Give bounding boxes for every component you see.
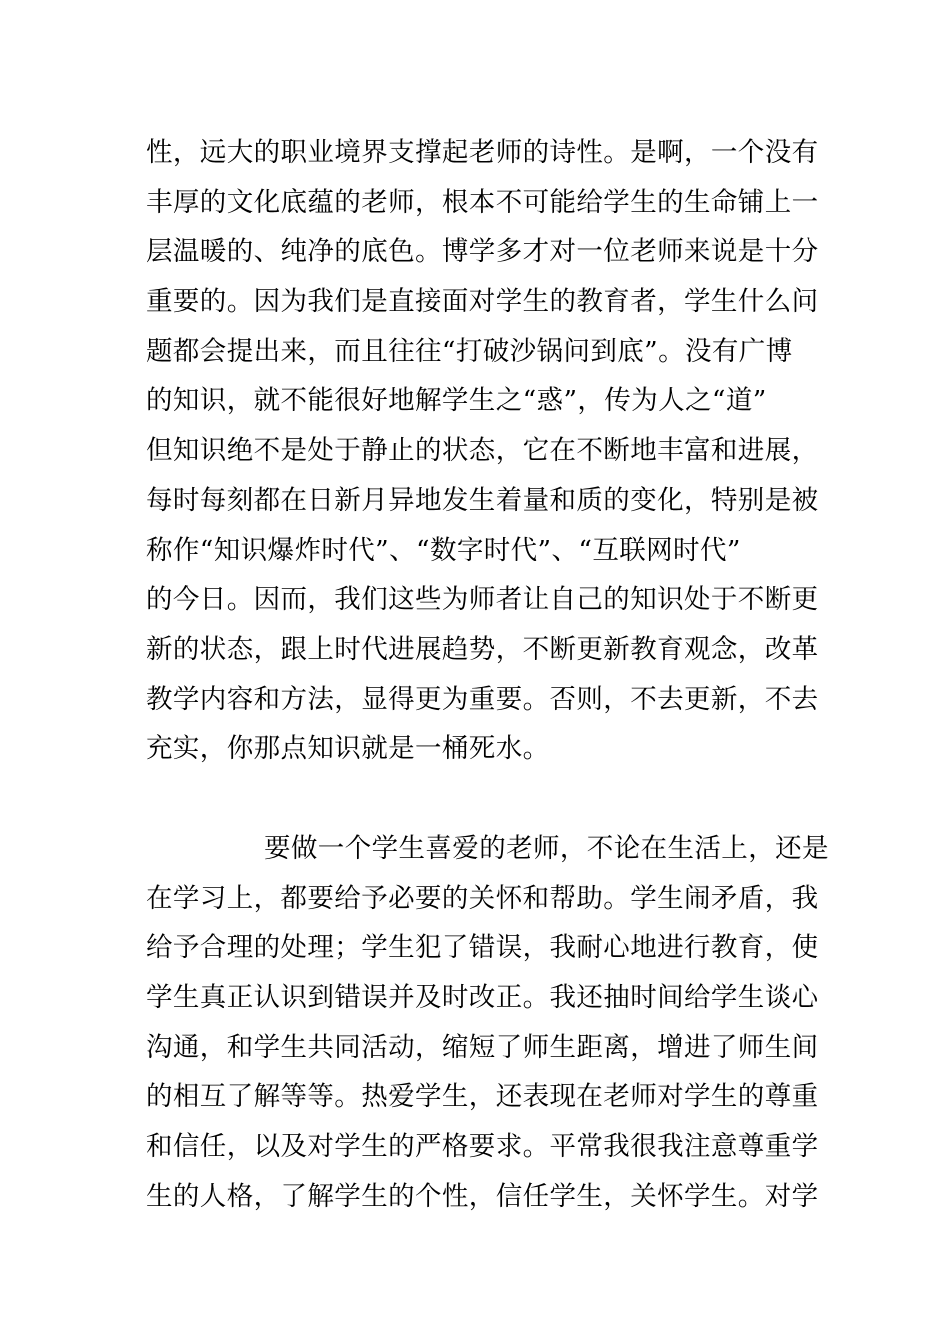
text-line: 和信任，以及对学生的严格要求。平常我很我注意尊重学 bbox=[146, 1131, 819, 1163]
text-line: 教学内容和方法，显得更为重要。否则，不去更新，不去 bbox=[146, 683, 819, 715]
text-line: 生的人格，了解学生的个性，信任学生，关怀学生。对学 bbox=[146, 1180, 819, 1212]
paragraph-1 bbox=[146, 128, 819, 774]
text-line: 的相互了解等等。热爱学生，还表现在老师对学生的尊重 bbox=[146, 1081, 819, 1113]
text-line: 但知识绝不是处于静止的状态，它在不断地丰富和进展， bbox=[146, 435, 819, 467]
text-line: 的今日。因而，我们这些为师者让自己的知识处于不断更 bbox=[146, 584, 819, 616]
text-line: 给予合理的处理；学生犯了错误，我耐心地进行教育，使 bbox=[146, 932, 819, 964]
text-line: 层温暖的、纯净的底色。博学多才对一位老师来说是十分 bbox=[146, 236, 819, 268]
text-line: 学生真正认识到错误并及时改正。我还抽时间给学生谈心 bbox=[146, 982, 819, 1014]
text-line: 充实，你那点知识就是一桶死水。 bbox=[146, 733, 550, 765]
text-line: 丰厚的文化底蕴的老师，根本不可能给学生的生命铺上一 bbox=[146, 186, 819, 218]
text-line: 的知识，就不能很好地解学生之“惑”，传为人之“道” bbox=[146, 385, 767, 417]
text-line: 每时每刻都在日新月异地发生着量和质的变化，特别是被 bbox=[146, 484, 819, 516]
text-line: 题都会提出来，而且往往“打破沙锅问到底”。没有广博 bbox=[146, 335, 793, 367]
text-line: 新的状态，跟上时代进展趋势，不断更新教育观念，改革 bbox=[146, 633, 819, 665]
text-line: 性，远大的职业境界支撑起老师的诗性。是啊，一个没有 bbox=[146, 137, 819, 168]
text-line-indented: 要做一个学生喜爱的老师，不论在生活上，还是 bbox=[264, 833, 829, 864]
text-line: 重要的。因为我们是直接面对学生的教育者，学生什么问 bbox=[146, 286, 819, 318]
paragraph-2 bbox=[146, 824, 829, 1222]
text-line: 在学习上，都要给予必要的关怀和帮助。学生闹矛盾，我 bbox=[146, 882, 819, 914]
text-line: 沟通，和学生共同活动，缩短了师生距离，增进了师生间 bbox=[146, 1031, 819, 1063]
text-line: 称作“知识爆炸时代”、“数字时代”、“互联网时代” bbox=[146, 534, 741, 566]
